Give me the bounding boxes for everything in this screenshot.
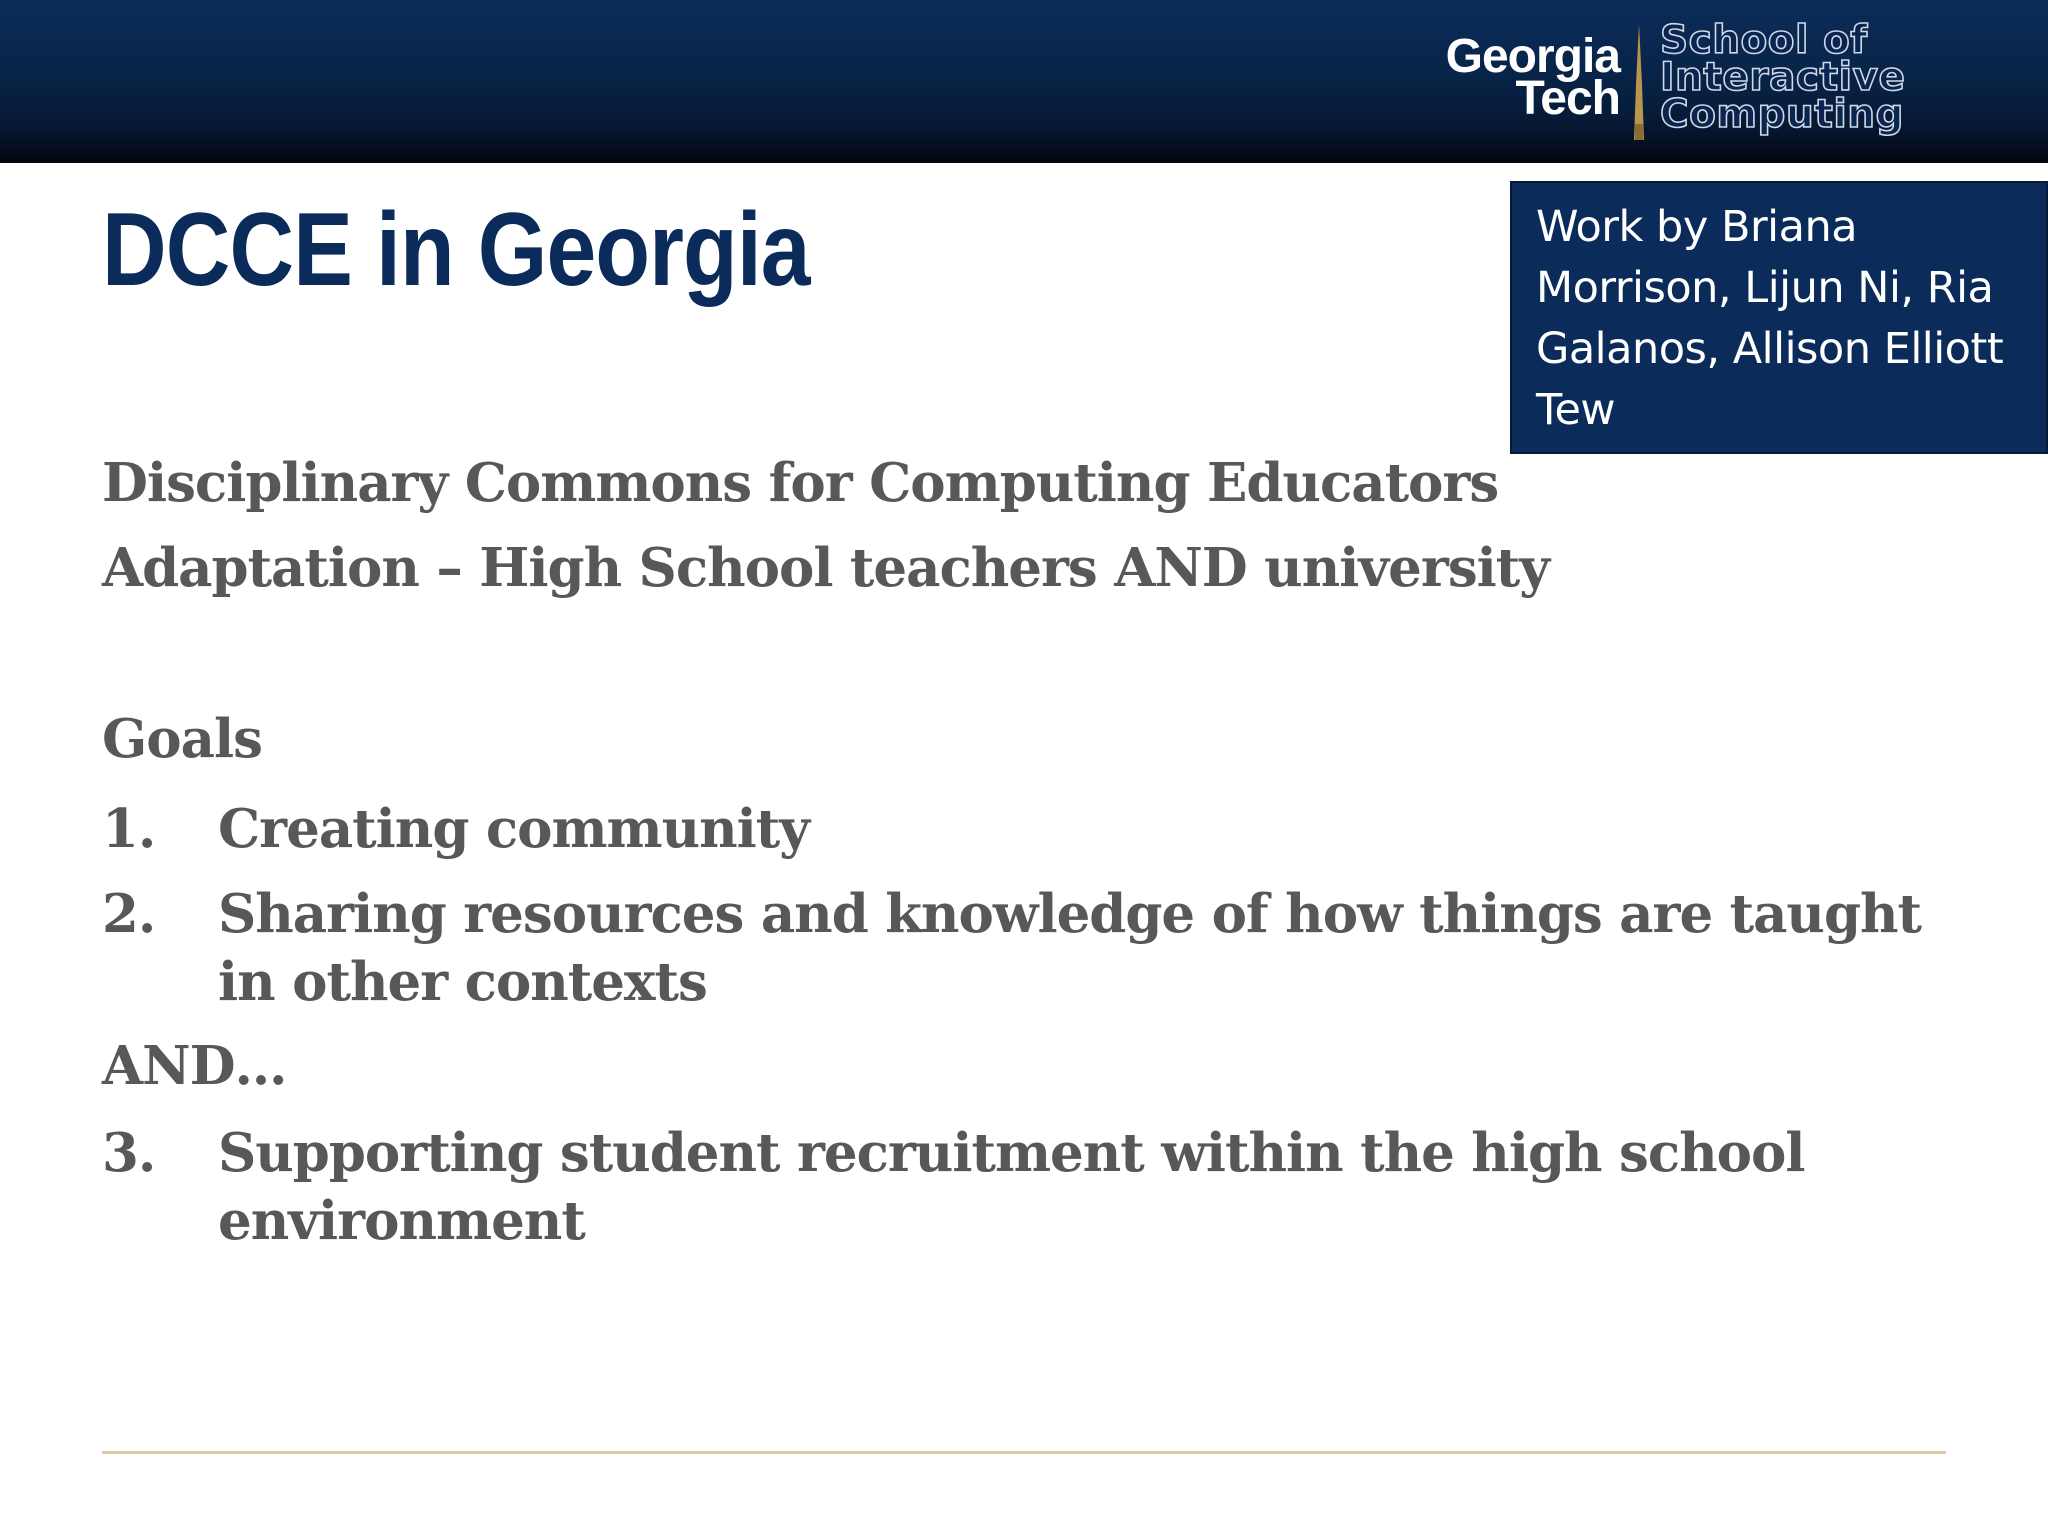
logo-georgia-tech-wordmark xyxy=(1410,30,1620,125)
logo-school-line: School of xyxy=(1660,18,1868,63)
footer-rule xyxy=(102,1451,1946,1454)
logo-school-name xyxy=(1660,18,1906,137)
list-text-line: Sharing resources and knowledge of how things are taught xyxy=(218,883,1922,945)
tech-tower-icon xyxy=(1630,24,1648,140)
list-text-line: environment xyxy=(218,1190,585,1252)
credit-box: Work by Briana Morrison, Lijun Ni, Ria Galanos, Allison Elliott Tew xyxy=(1510,181,2048,454)
list-number: 3. xyxy=(102,1122,156,1184)
goals-heading: Goals xyxy=(102,708,262,770)
list-number: 1. xyxy=(102,798,156,860)
list-text-line: in other contexts xyxy=(218,951,707,1013)
list-text-line: Supporting student recruitment within the high school xyxy=(218,1122,1805,1184)
slide-title: DCCE in Georgia xyxy=(102,192,810,308)
logo-georgia: Georgia xyxy=(1445,30,1620,83)
body-line-disciplinary-commons: Disciplinary Commons for Computing Educators xyxy=(102,452,1499,514)
list-text-line: Creating community xyxy=(218,798,810,860)
logo-tech: Tech xyxy=(1515,72,1620,125)
header-band xyxy=(0,0,2048,163)
logo-school-line: Computing xyxy=(1660,92,1904,137)
logo-school-line: Interactive xyxy=(1660,55,1906,100)
list-number: 2. xyxy=(102,883,156,945)
body-line-adaptation: Adaptation – High School teachers AND university xyxy=(102,537,1550,599)
and-text: AND… xyxy=(102,1035,287,1097)
georgia-tech-logo xyxy=(1410,18,1950,142)
